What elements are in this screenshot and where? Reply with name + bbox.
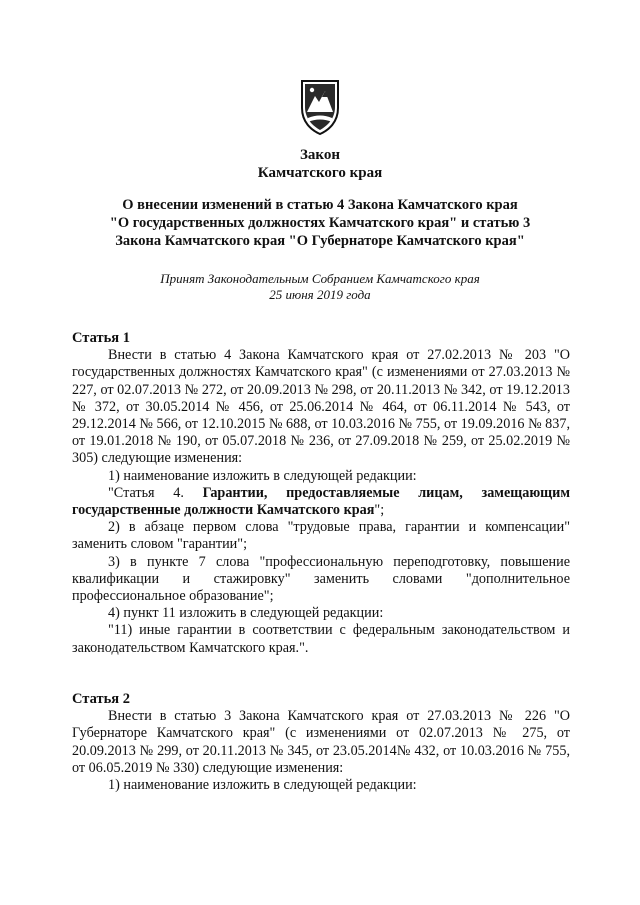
- article-2: [72, 691, 570, 794]
- article-1-item-2: 2) в абзаце первом слова "трудовые права, гарантии и компенсации" заменить словом "гарантии";: [72, 519, 570, 553]
- subject-line-2: "О государственных должностях Камчатского края" и статью 3: [109, 215, 531, 231]
- quote-suffix: ";: [374, 502, 385, 519]
- law-word: Закон: [299, 147, 340, 163]
- article-1-item-1-quote: [72, 485, 570, 519]
- article-2-intro: Внести в статью 3 Закона Камчатского края от 27.03.2013 № 226 "О Губернаторе Камчатского края" (с изменениями от 02.07.2013 № 275, от 20.09.2013 № 299, от 20.11.2013 № 345, от 23.05.2014№ 432, от 10.03.2016 № 755, от 06.05.2019 № 330) следующие изменения:: [72, 708, 570, 776]
- subject-line-3: Закона Камчатского края "О Губернаторе Камчатского края": [115, 233, 525, 249]
- law-region: Камчатского края: [257, 165, 383, 181]
- adopted-date: 25 июня 2019 года: [269, 287, 371, 302]
- article-2-heading: Статья 2: [72, 691, 130, 707]
- article-1-item-4-quote: "11) иные гарантии в соответствии с федеральным законодательством и законодательством Камчатского края.".: [72, 622, 570, 656]
- article-1-item-1: 1) наименование изложить в следующей редакции:: [108, 467, 417, 484]
- subject-line-1: О внесении изменений в статью 4 Закона Камчатского края: [122, 197, 518, 213]
- adoption-note: [60, 271, 580, 303]
- article-1: [72, 330, 570, 657]
- article-1-intro: Внести в статью 4 Закона Камчатского края от 27.02.2013 № 203 "О государственных должностях Камчатского края" (с изменениями от 27.03.2013 № 227, от 02.07.2013 № 272, от 20.09.2013 № 298, от 20.11.2013 № 342, от 19.12.2013 № 372, от 30.05.2014 № 456, от 25.06.2014 № 464, от 06.11.2014 № 543, от 29.12.2014 № 566, от 12.10.2015 № 688, от 10.03.2016 № 755, от 19.09.2016 № 837, от 19.01.2018 № 190, от 05.07.2018 № 236, от 27.09.2018 № 259, от 25.02.2019 № 305) следующие изменения:: [72, 347, 570, 467]
- adopted-by: Принят Законодательным Собранием Камчатского края: [160, 271, 480, 286]
- article-2-item-1: 1) наименование изложить в следующей редакции:: [108, 777, 417, 794]
- kamchatka-coat-of-arms-icon: [298, 78, 342, 136]
- article-1-item-3: 3) в пункте 7 слова "профессиональную переподготовку, повышение квалификации и стажировку" заменить словами "дополнительное профессиональное образование";: [72, 553, 570, 605]
- article-1-heading: Статья 1: [72, 330, 130, 346]
- quote-bold-title: Гарантии, предоставляемые лицам, замещающим государственные должности Камчатского края: [72, 484, 570, 519]
- law-subject: [60, 196, 580, 250]
- quote-prefix: "Статья 4.: [108, 484, 203, 501]
- article-1-item-4: 4) пункт 11 изложить в следующей редакции:: [108, 605, 384, 622]
- law-title: [60, 146, 580, 182]
